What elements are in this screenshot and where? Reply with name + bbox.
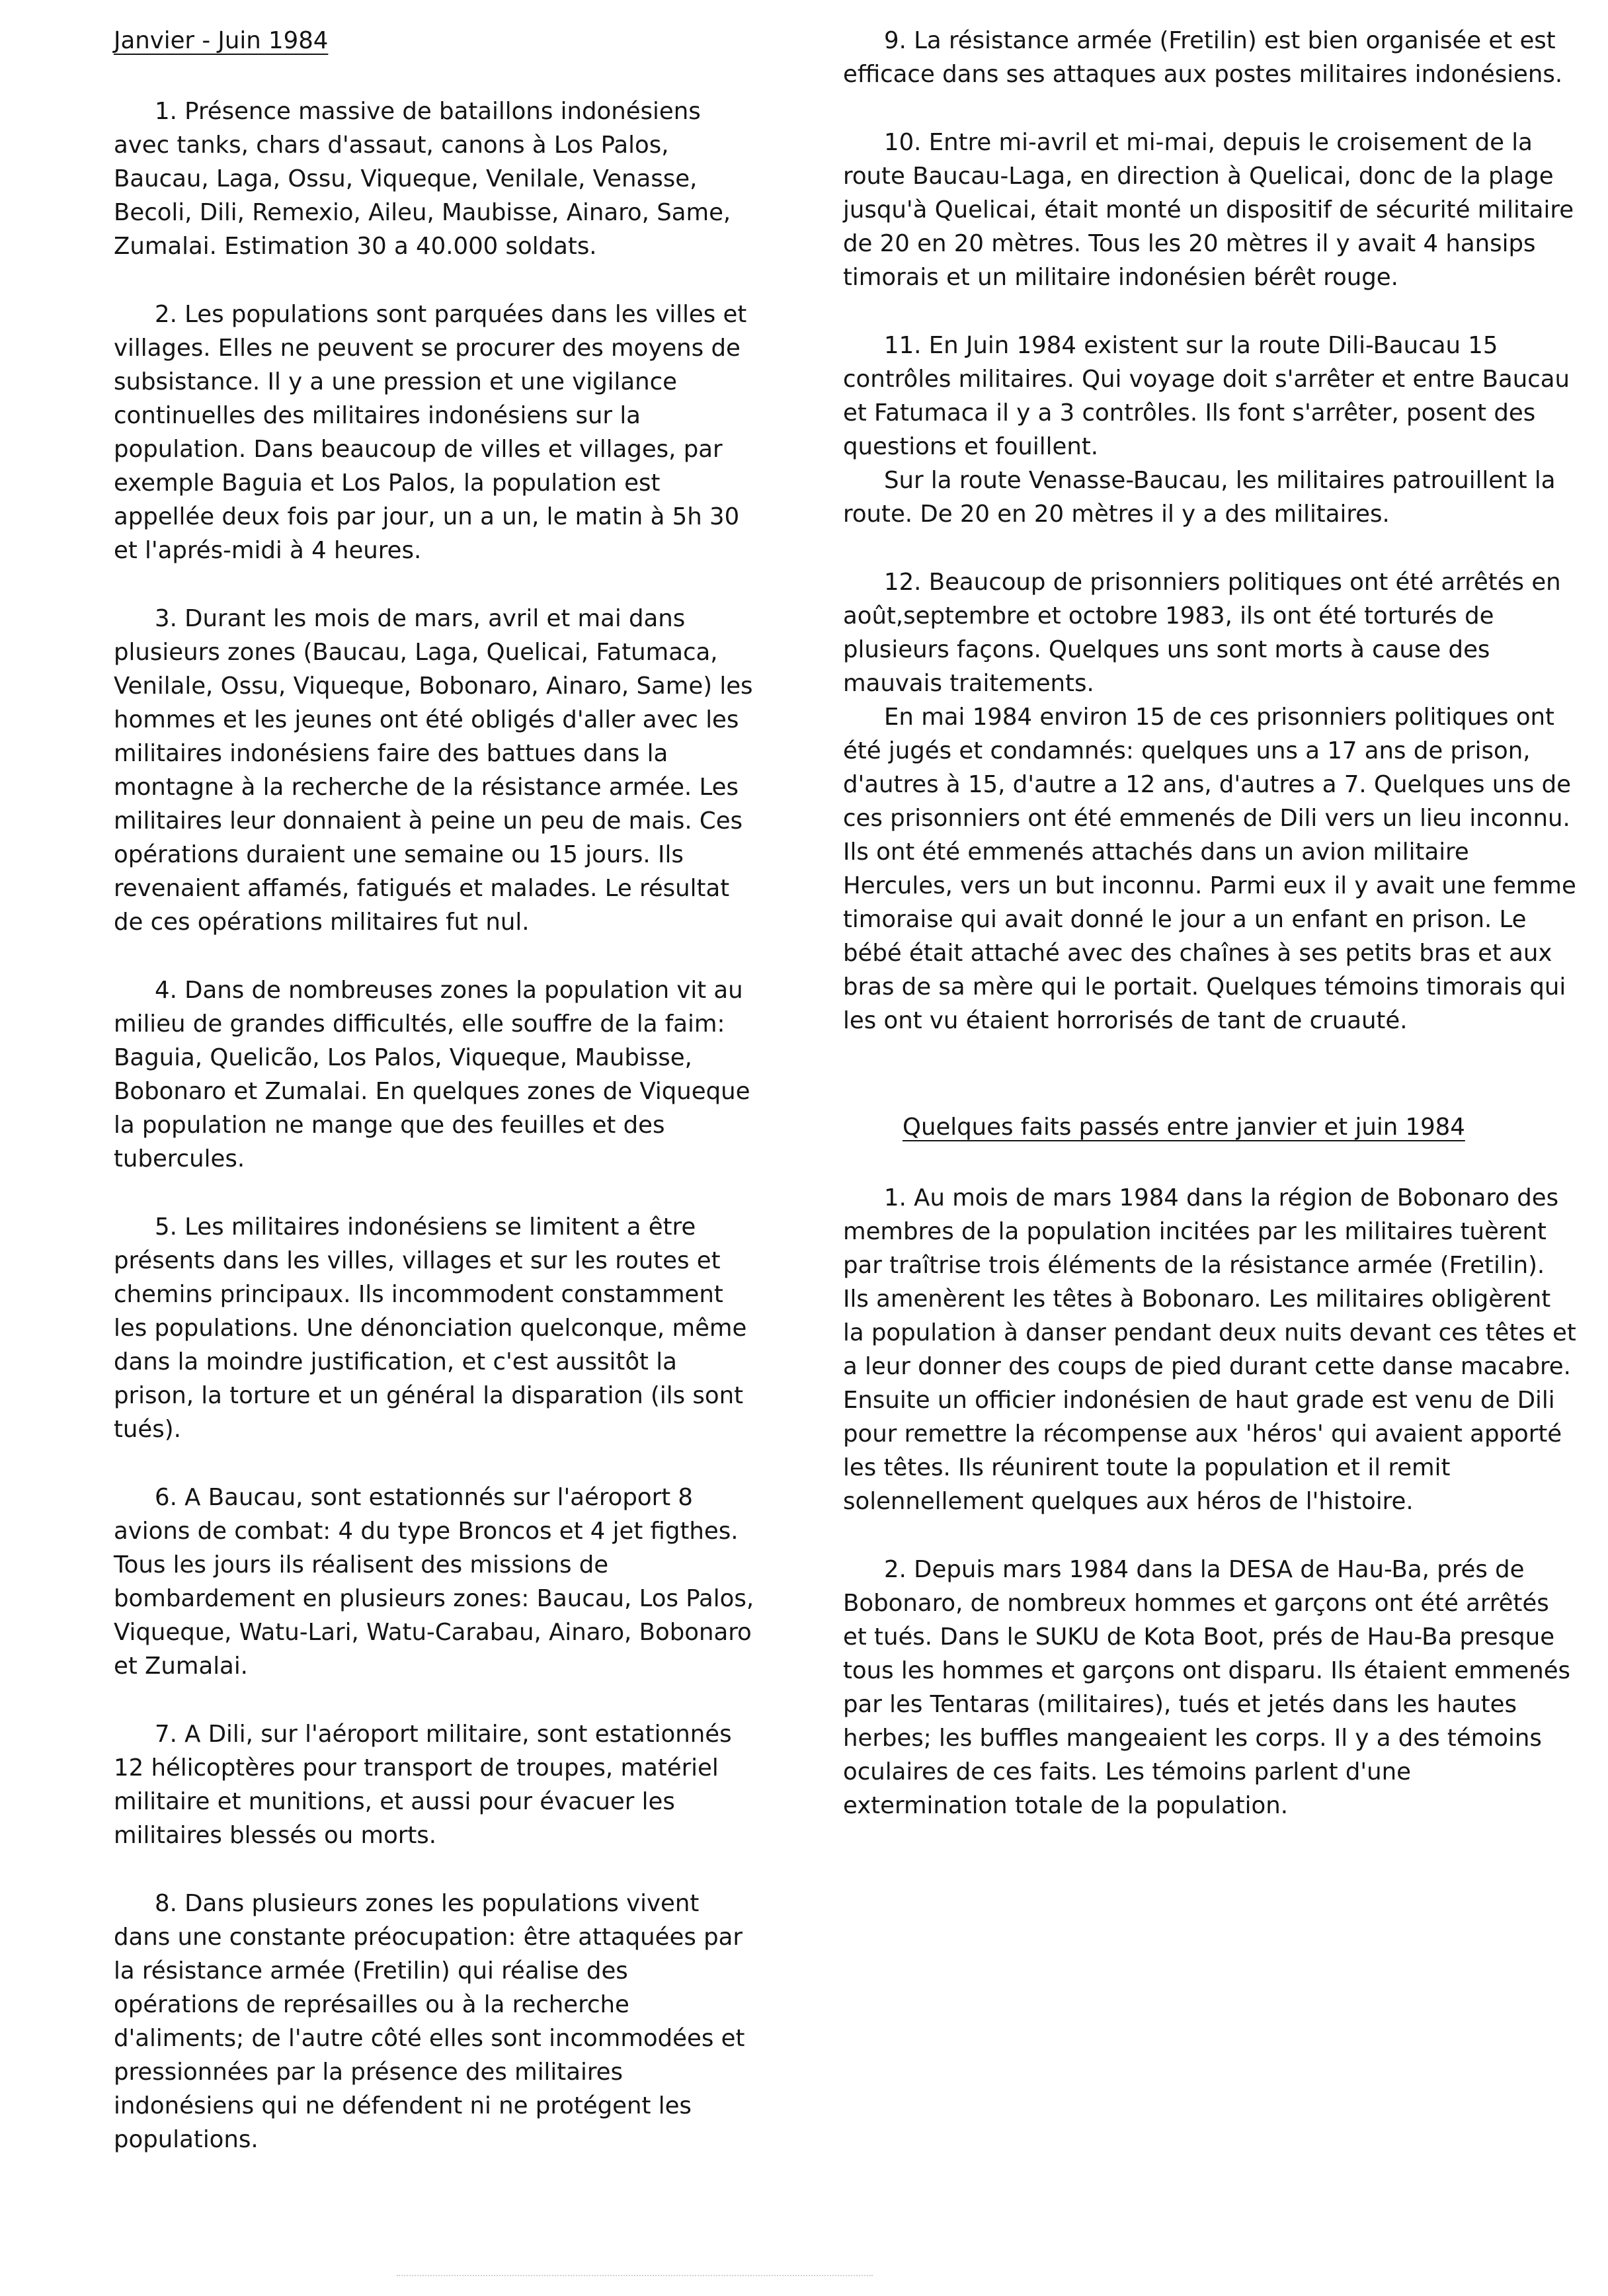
paragraph-12-continued: En mai 1984 environ 15 de ces prisonniers politiques ont été jugés et condamnés: quelques uns a 17 ans de prison, d'autres à 15, d'autre a 12 ans, d'autres a 7. Quelques uns de ces prisonniers ont été emmenés de Dili vers un lieu inconnu. Ils ont été emmenés attachés dans un avion militaire Hercules, vers un but inconnu. Parmi eux il y avait une femme timoraise qui avait donné le jour a un enfant en prison. Le bébé était attaché avec des chaînes à ses petits bras et aux bras de sa mère qui le portait. Quelques témoins timorais qui les ont vu étaient horrorisés de tant de cruauté. [843, 704, 1576, 1034]
fact-paragraph-2: 2. Depuis mars 1984 dans la DESA de Hau-Ba, prés de Bobonaro, de nombreux hommes et garçons ont été arrêtés et tués. Dans le SUKU de Kota Boot, prés de Hau-Ba presque tous les hommes et garçons ont disparu. Ils étaient emmenés par les Tentaras (militaires), tués et jetés dans les hautes herbes; les buffles mangeaient les corps. Il y a des témoins oculaires de ces faits. Les témoins parlent d'une extermination totale de la population. [843, 1556, 1571, 1819]
fact-paragraph-1: 1. Au mois de mars 1984 dans la région de Bobonaro des membres de la population incitées par les militaires tuèrent par traîtrise trois éléments de la résistance armée (Fretilin). Ils amenèrent les têtes à Bobonaro. Les militaires obligèrent la population à danser pendant deux nuits devant ces têtes et a leur donner des coups de pied durant cette danse macabre. Ensuite un officier indonésien de haut grade est venu de Dili pour remettre la récompense aux 'héros' qui avaient apporté les têtes. Ils réunirent toute la population et il remit solennellement quelques aux héros de l'histoire. [843, 1184, 1576, 1515]
paragraph-2: 2. Les populations sont parquées dans les villes et villages. Elles ne peuvent se procurer des moyens de subsistance. Il y a une pression et une vigilance continuelles des militaires indonésiens sur la population. Dans beaucoup de villes et villages, par exemple Baguia et Los Palos, la population est appellée deux fois par jour, un a un, le matin à 5h 30 et l'aprés-midi à 4 heures. [114, 301, 747, 564]
right-column [843, 24, 1577, 1857]
paragraph-6: 6. A Baucau, sont estationnés sur l'aéroport 8 avions de combat: 4 du type Broncos et 4 jet figthes. Tous les jours ils réalisent des missions de bombardement en plusieurs zones: Baucau, Los Palos, Viqueque, Watu-Lari, Watu-Carabau, Ainaro, Bobonaro et Zumalai. [114, 1484, 754, 1680]
paragraph-7: 7. A Dili, sur l'aéroport militaire, sont estationnés 12 hélicoptères pour transport de troupes, matériel militaire et munitions, et aussi pour évacuer les militaires blessés ou morts. [114, 1721, 732, 1849]
paragraph-11-continued: Sur la route Venasse-Baucau, les militaires patrouillent la route. De 20 en 20 mètres il y a des militaires. [843, 467, 1556, 528]
paragraph-10: 10. Entre mi-avril et mi-mai, depuis le croisement de la route Baucau-Laga, en direction à Quelicai, donc de la plage jusqu'à Quelicai, était monté un dispositif de sécurité militaire de 20 en 20 mètres. Tous les 20 mètres il y avait 4 hansips timorais et un militaire indonésien bérêt rouge. [843, 129, 1574, 291]
section-heading-janvier-juin: Janvier - Juin 1984 [114, 27, 329, 54]
paragraph-12: 12. Beaucoup de prisonniers politiques ont été arrêtés en août,septembre et octobre 1983, ils ont été torturés de plusieurs façons. Quelques uns sont morts à cause des mauvais traitements. [843, 569, 1561, 697]
paragraph-3: 3. Durant les mois de mars, avril et mai dans plusieurs zones (Baucau, Laga, Quelicai, Fatumaca, Venilale, Ossu, Viqueque, Bobonaro, Ainaro, Same) les hommes et les jeunes ont été obligés d'aller avec les militaires indonésiens faire des battues dans la montagne à la recherche de la résistance armée. Les militaires leur donnaient à peine un peu de mais. Ces opérations duraient une semaine ou 15 jours. Ils revenaient affamés, fatigués et malades. Le résultat de ces opérations militaires fut nul. [114, 605, 753, 936]
paragraph-1: 1. Présence massive de bataillons indonésiens avec tanks, chars d'assaut, canons à Los Palos, Baucau, Laga, Ossu, Viqueque, Venilale, Venasse, Becoli, Dili, Remexio, Aileu, Maubisse, Ainaro, Same, Zumalai. Estimation 30 a 40.000 soldats. [114, 98, 731, 260]
scan-artifact-line [397, 2275, 873, 2279]
section-heading-quelques-faits: Quelques faits passés entre janvier et juin 1984 [903, 1114, 1465, 1141]
section-spacer [843, 1072, 1577, 1110]
paragraph-5: 5. Les militaires indonésiens se limitent a être présents dans les villes, villages et sur les routes et chemins principaux. Ils incommodent constamment les populations. Une dénonciation quelconque, même dans la moindre justification, et c'est aussitôt la prison, la torture et un général la disparation (ils sont tués). [114, 1213, 747, 1443]
left-column [114, 24, 755, 2191]
paragraph-11: 11. En Juin 1984 existent sur la route Dili-Baucau 15 contrôles militaires. Qui voyage doit s'arrêter et entre Baucau et Fatumaca il y a 3 contrôles. Ils font s'arrêter, posent des questions et fouillent. [843, 332, 1570, 460]
paragraph-8: 8. Dans plusieurs zones les populations vivent dans une constante préocupation: être attaquées par la résistance armée (Fretilin) qui réalise des opérations de représailles ou à la recherche d'aliments; de l'autre côté elles sont incommodées et pressionnées par la présence des militaires indonésiens qui ne défendent ni ne protégent les populations. [114, 1890, 745, 2153]
paragraph-4: 4. Dans de nombreuses zones la population vit au milieu de grandes difficultés, elle souffre de la faim: Baguia, Quelicão, Los Palos, Viqueque, Maubisse, Bobonaro et Zumalai. En quelques zones de Viqueque la population ne mange que des feuilles et des tubercules. [114, 977, 750, 1172]
paragraph-9: 9. La résistance armée (Fretilin) est bien organisée et est efficace dans ses attaques aux postes militaires indonésiens. [843, 27, 1563, 88]
